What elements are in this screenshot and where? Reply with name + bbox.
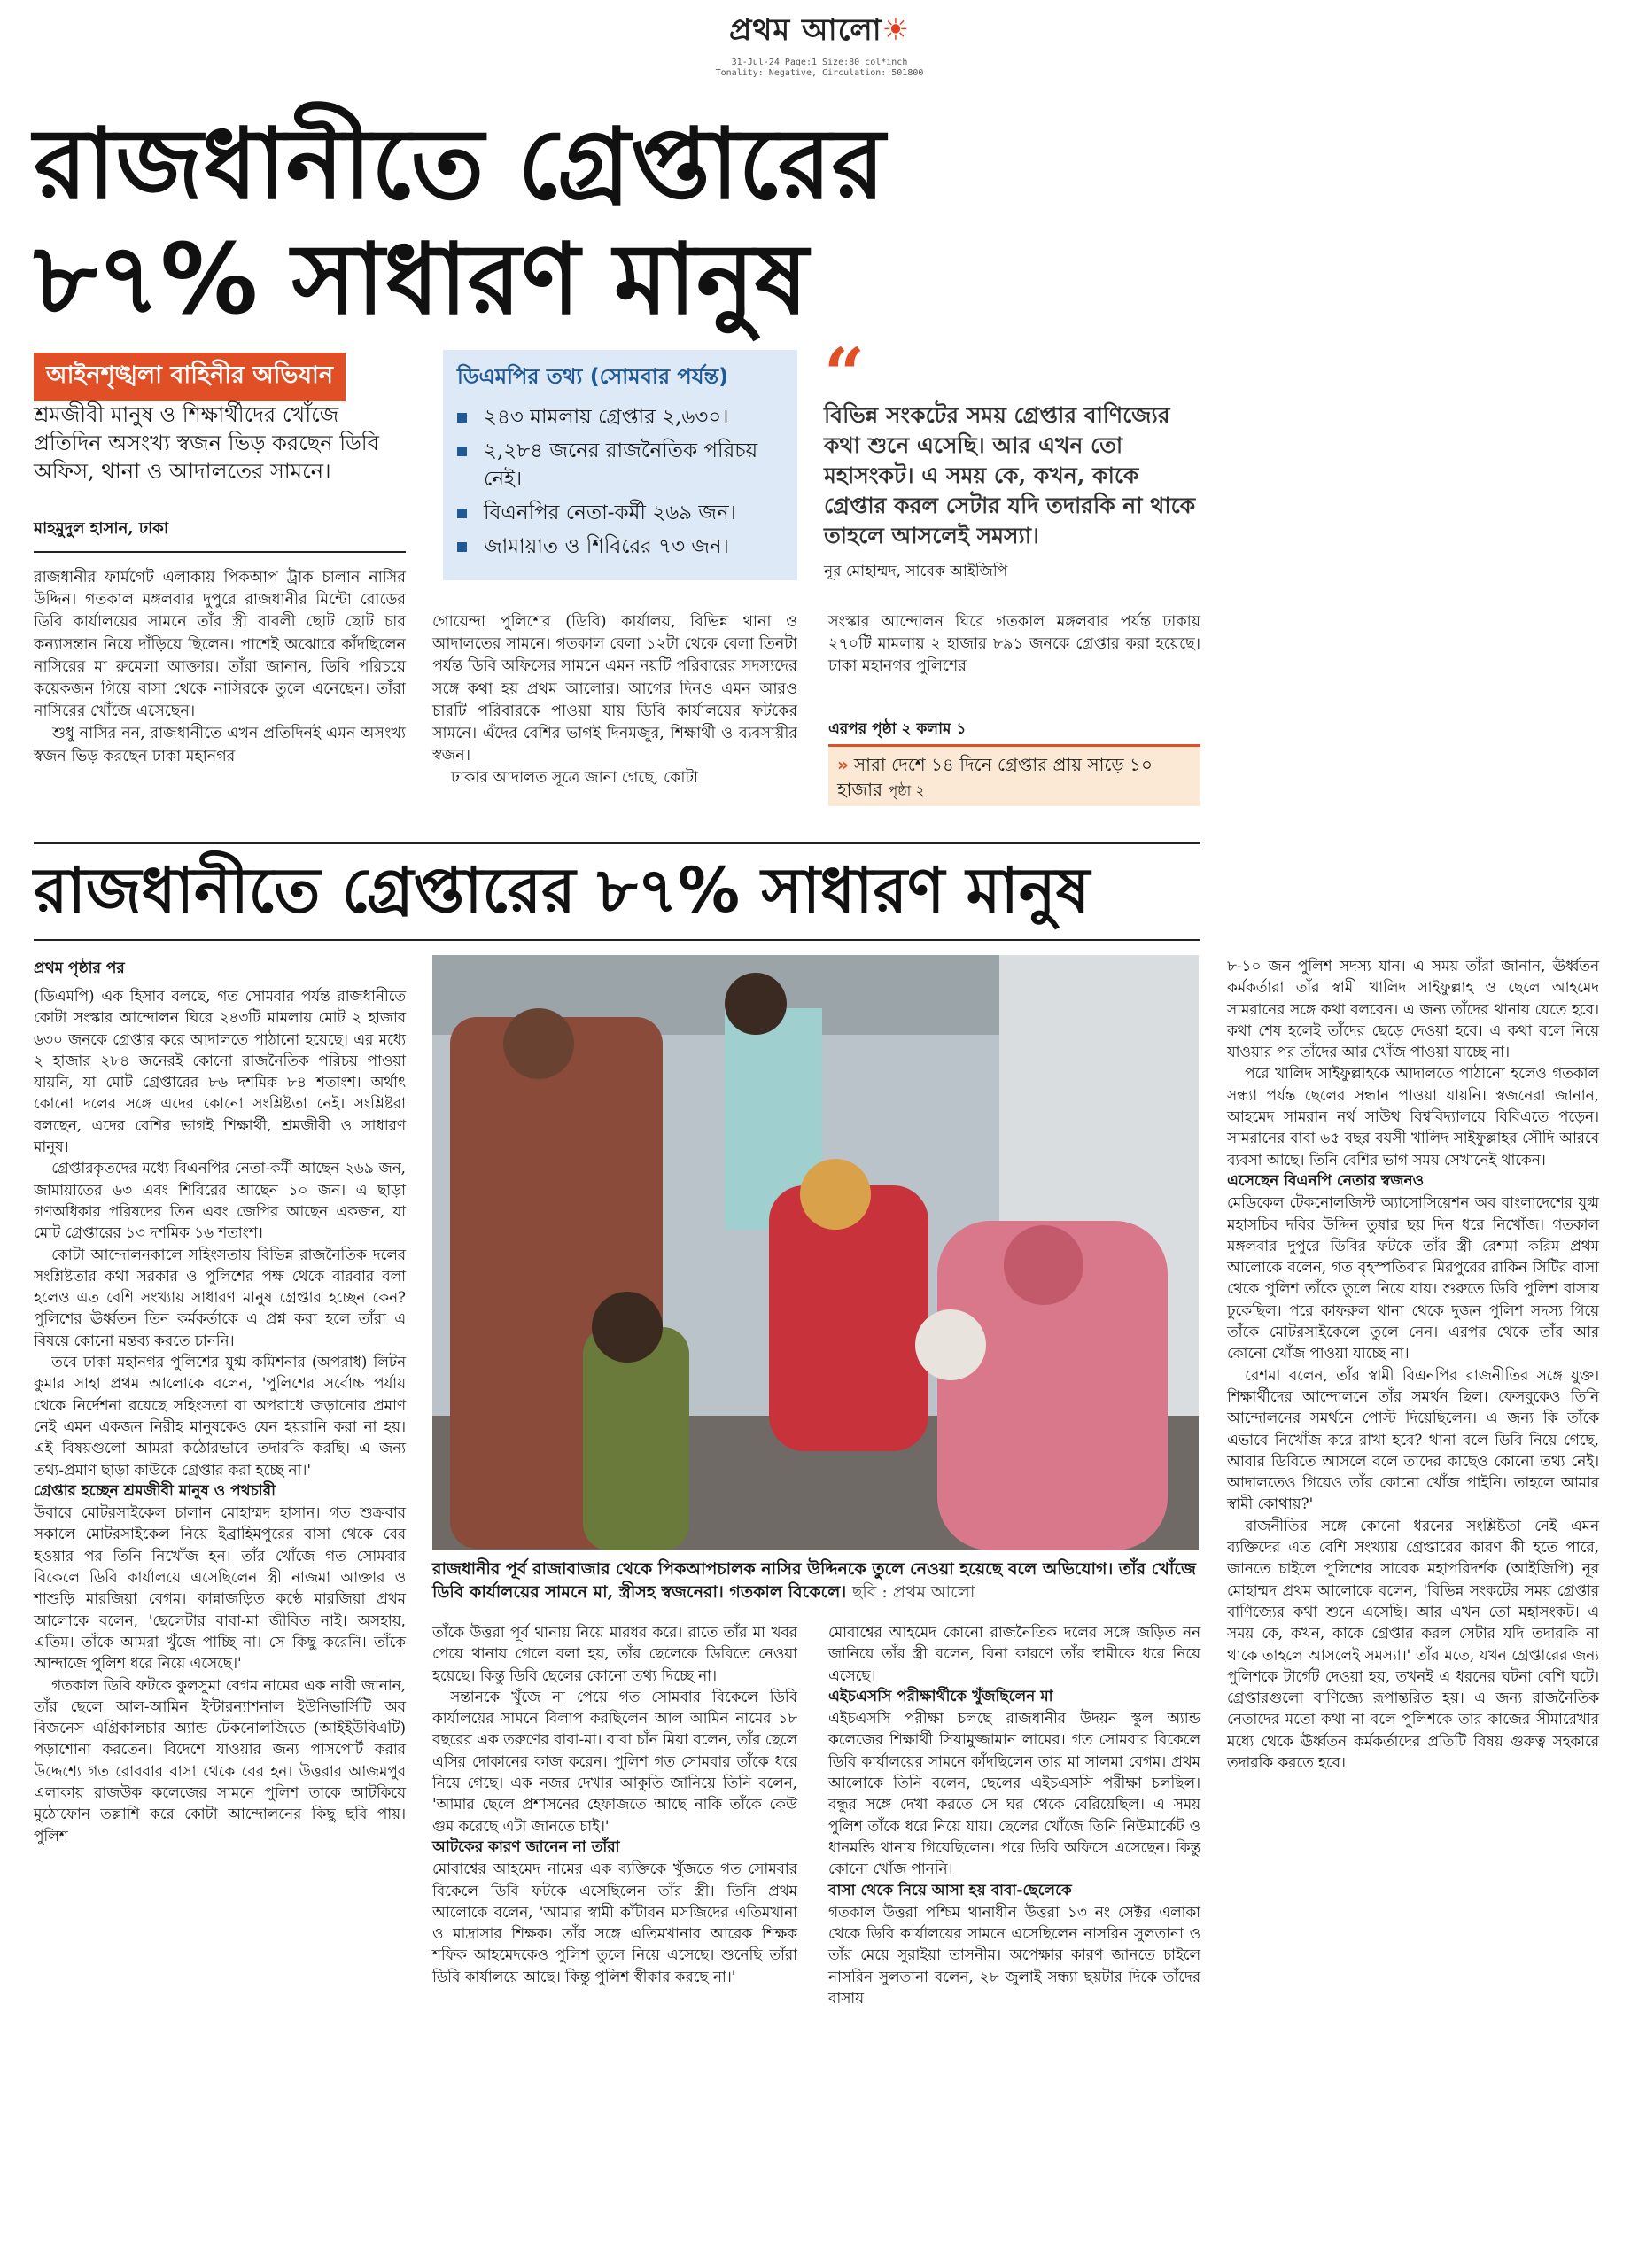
pull-quote-attribution: নূর মোহাম্মদ, সাবেক আইজিপি <box>824 563 1008 580</box>
square-bullet-icon <box>457 447 467 456</box>
fact-item: জামায়াত ও শিবিরের ৭৩ জন। <box>457 532 783 561</box>
kicker-label: আইনশৃঙ্খলা বাহিনীর অভিযান <box>34 353 346 401</box>
headline-line1: রাজধানীতে গ্রেপ্তারের <box>34 107 886 221</box>
inside-headline: রাজধানীতে গ্রেপ্তারের ৮৭% সাধারণ মানুষ <box>34 854 1091 927</box>
subhead: এসেছেন বিএনপি নেতার স্বজনও <box>1227 1171 1425 1190</box>
inside-column-1: (ডিএমপি) এক হিসাব বলছে, গত সোমবার পর্যন্ত রাজধানীতে কোটা সংস্কার আন্দোলন ঘিরে ২৪৩টি মামলায় মোট ২ হাজার ৬৩০ জনকে গ্রেপ্তার করে আদালতে পাঠানো হয়েছে। এর মধ্যে ২ হাজার ২৮৪ জনেরই কোনো রাজনৈতিক পরিচয় পাওয়া যায়নি, যা মোট গ্রেপ্তারের ৮৬ দশমিক ৮৪ শতাংশ। অর্থাৎ কোনো দলের সঙ্গে এদের কোনো সংশ্লিষ্টতা নেই। সংশ্লিষ্টরা বলছেন, এদের বেশির ভাগই শিক্ষার্থী, শ্রমজীবী ও সাধারণ মানুষ। গ্রেপ্তারকৃতদের মধ্যে বিএনপির নেতা-কর্মী আছেন ২৬৯ জন, জামায়াতের ৬৩ এবং শিবিরের আছেন ১০ জন। এ ছাড়া গণঅধিকার পরিষদের তিন এবং জেপির আছেন একজন, যা মোট গ্রেপ্তারের ১৩ দশমিক ১৬ শতাংশ। কোটা আন্দোলনকালে সহিংসতায় বিভিন্ন রাজনৈতিক দলের সংশ্লিষ্টতার কথা সরকার ও পুলিশের পক্ষ থেকে বারবার বলা হলেও এত বেশি সংখ্যায় সাধারণ মানুষ গ্রেপ্তার হচ্ছেন কেন? পুলিশের ঊর্ধ্বতন তিন কর্মকর্তাকে এ প্রশ্ন করা হলে তাঁরা এ বিষয়ে কোনো মন্তব্য করতে চাননি। তবে ঢাকা মহানগর পুলিশের যুগ্ম কমিশনার (অপরাধ) লিটন কুমার সাহা প্রথম আলোকে বলেন, 'পুলিশের সর্বোচ্চ পর্যায় থেকে নির্দেশনা রয়েছে সহিংসতা বা অপরাধে জড়ানোর প্রমাণ নেই এমন একজন নিরীহ মানুষকেও যেন হয়রানি করা না হয়। এই বিষয়গুলো আমরা কঠোরভাবে তদারকি করছি। এ জন্য তথ্য-প্রমাণ ছাড়া কাউকে গ্রেপ্তার করা হচ্ছে না।' গ্রেপ্তার হচ্ছেন শ্রমজীবী মানুষ ও পথচারী উবারে মোটরসাইকেল চালান মোহাম্মদ হাসান। গত শুক্রবার সকালে মোটরসাইকেল নিয়ে ইব্রাহিমপুরের বাসা থেকে বের হওয়ার পর তিনি নিখোঁজ হন। তাঁর খোঁজে গত সোমবার বিকেলে ডিবি কার্যালয়ে এসেছিলেন স্ত্রী নাজমা আক্তার ও শাশুড়ি মারজিয়া বেগম। কান্নাজড়িত কণ্ঠে মারজিয়া প্রথম আলোকে বলেন, 'ছেলেটার বাবা-মা জীবিত নাই। অসহায়, এতিম। তাঁকে আমরা খুঁজে পাচ্ছি না। সে কিছু করেনি। তাঁকে আন্দাজে পুলিশ ধরে নিয়ে এসেছে।' গতকাল ডিবি ফটকে কুলসুমা বেগম নামের এক নারী জানান, তাঁর ছেলে আল-আমিন ইন্টারন্যাশনাল ইউনিভার্সিটি অব বিজনেস এগ্রিকালচার অ্যান্ড টেকনোলজিতে (আইইউবিএটি) পড়াশোনা করতেন। বিদেশে যাওয়ার জন্য পাসপোর্ট করার উদ্দেশ্যে গত রোববার বাসা থেকে বের হন। উত্তরার আজমপুর এলাকায় রাজউক কলেজের সামনে পুলিশ তাকে আটকিয়ে মুঠোফোন তল্লাশি করে কোটা আন্দোলনের কিছু ছবি পায়। পুলিশ <box>34 987 406 1845</box>
news-photo <box>432 955 1199 1550</box>
fact-box-title: ডিএমপির তথ্য (সোমবার পর্যন্ত) <box>457 364 729 389</box>
fact-item: বিএনপির নেতা-কর্মী ২৬৯ জন। <box>457 499 783 527</box>
photo-caption: রাজধানীর পূর্ব রাজাবাজার থেকে পিকআপচালক নাসির উদ্দিনকে তুলে নেওয়া হয়েছে বলে অভিযোগ। তাঁর খোঁজে ডিবি কার্যালয়ের সামনে মা, স্ত্রীসহ স্বজনেরা। গতকাল বিকেলে। ছবি : প্রথম আলো <box>432 1559 1197 1602</box>
fact-item: ২৪৩ মামলায় গ্রেপ্তার ২,৬৩০। <box>457 403 783 431</box>
double-chevron-icon: » <box>837 754 849 775</box>
section-divider <box>34 842 1200 844</box>
sun-icon: ☀ <box>882 12 911 48</box>
quote-mark-icon: “ <box>824 332 866 416</box>
photo-illustration <box>432 955 1199 1550</box>
front-column-1: রাজধানীর ফার্মগেট এলাকায় পিকআপ ট্রাক চালান নাসির উদ্দিন। গতকাল মঙ্গলবার দুপুরে রাজধানীর মিন্টো রোডের ডিবি কার্যালয়ের সামনে তাঁর স্ত্রী বাবলী ছোট ছোট চার কন্যাসন্তান নিয়ে দাঁড়িয়ে ছিলেন। পাশেই অঝোরে কাঁদছিলেন নাসিরের মা রুমেলা আক্তার। তাঁরা জানান, ডিবি পরিচয়ে কয়েকজন গিয়ে বাসা থেকে নাসিরকে তুলে এনেছেন। তাঁরা নাসিরের খোঁজে এসেছেন। শুধু নাসির নন, রাজধানীতে এখন প্রতিদিনই এমন অসংখ্য স্বজন ভিড় করছেন ঢাকা মহানগর <box>34 569 406 765</box>
deck-text: শ্রমজীবী মানুষ ও শিক্ষার্থীদের খোঁজে প্রতিদিন অসংখ্য স্বজন ভিড় করছেন ডিবি অফিস, থানা ও আদালতের সামনে। <box>34 402 379 484</box>
pull-quote <box>824 332 1196 585</box>
clipping-meta-line2: Tonality: Negative, Circulation: 501800 <box>715 68 924 78</box>
subhead: বাসা থেকে নিয়ে আসা হয় বাবা-ছেলেকে <box>828 1881 1072 1899</box>
fact-box <box>443 350 797 580</box>
newspaper-logo: প্রথম আলো☀ <box>728 12 911 48</box>
front-column-3: সংস্কার আন্দোলন ঘিরে গতকাল মঙ্গলবার পর্যন্ত ঢাকায় ২৭০টি মামলায় ২ হাজার ৮৯১ জনকে গ্রেপ্তার করা হয়েছে। ঢাকা মহানগর পুলিশের <box>828 613 1200 676</box>
subhead: আটকের কারণ জানেন না তাঁরা <box>432 1837 620 1856</box>
subhead: গ্রেপ্তার হচ্ছেন শ্রমজীবী মানুষ ও পথচারী <box>34 1481 276 1500</box>
fact-item: ২,২৮৪ জনের রাজনৈতিক পরিচয় নেই। <box>457 437 783 493</box>
pull-quote-text: বিভিন্ন সংকটের সময় গ্রেপ্তার বাণিজ্যের কথা শুনে এসেছি। আর এখন তো মহাসংকট। এ সময় কে, কখন, কাকে গ্রেপ্তার করল সেটার যদি তদারকি না থাকে তাহলে আসলেই সমস্যা। <box>824 402 1196 548</box>
front-column-2: গোয়েন্দা পুলিশের (ডিবি) কার্যালয়, বিভিন্ন থানা ও আদালতের সামনে। গতকাল বেলা ১২টা থেকে বেলা তিনটা পর্যন্ত ডিবি অফিসের সামনে এমন নয়টি পরিবারের সদস্যদের সঙ্গে কথা হয় প্রথম আলোর। আগের দিনও এমন আরও চারটি পরিবারকে পাওয়া যায় ডিবি কার্যালয়ের ফটকের সামনে। এঁদের বেশির ভাগই দিনমজুর, শিক্ষার্থী ও ব্যবসায়ীর স্বজন। ঢাকার আদালত সূত্রে জানা গেছে, কোটা <box>432 613 797 788</box>
byline: মাহমুদুল হাসান, ঢাকা <box>34 519 169 538</box>
photo-credit: ছবি : প্রথম আলো <box>851 1582 975 1602</box>
continued-reference: এরপর পৃষ্ঠা ২ কলাম ১ <box>828 720 967 738</box>
square-bullet-icon <box>457 413 467 423</box>
square-bullet-icon <box>457 542 467 552</box>
headline-line2: ৮৭% সাধারণ মানুষ <box>34 222 809 336</box>
fact-list <box>457 403 783 561</box>
inside-column-3: মোবাশ্বের আহমেদ কোনো রাজনৈতিক দলের সঙ্গে জড়িত নন জানিয়ে তাঁর স্ত্রী বলেন, বিনা কারণে তাঁর স্বামীকে ধরে নিয়ে এসেছে। এইচএসসি পরীক্ষার্থীকে খুঁজছিলেন মা এইচএসসি পরীক্ষা চলছে রাজধানীর উদয়ন স্কুল অ্যান্ড কলেজের শিক্ষার্থী সিয়ামুজ্জামান লামের। গত সোমবার বিকেলে ডিবি কার্যালয়ের সামনে কাঁদছিলেন তার মা সালমা বেগম। প্রথম আলোকে তিনি বলেন, ছেলের এইচএসসি পরীক্ষা চলছিল। বন্ধুর সঙ্গে দেখা করতে সে ঘর থেকে বেরিয়েছিল। এ সময় পুলিশ তাঁকে ধরে নিয়ে যায়। ছেলের খোঁজে তিনি নিউমার্কেট ও ধানমন্ডি থানায় গিয়েছিলেন। পরে ডিবি অফিসে এসেছেন। কিন্তু কোনো খোঁজ পাননি। বাসা থেকে নিয়ে আসা হয় বাবা-ছেলেকে গতকাল উত্তরা পশ্চিম থানাধীন উত্তরা ১৩ নং সেক্টর এলাকা থেকে ডিবি কার্যালয়ের সামনে এসেছিলেন নাসরিন সুলতানা ও তাঁর মেয়ে সুরাইয়া তাসনীম। অপেক্ষার কারণ জানতে চাইলে নাসরিন সুলতানা বলেন, ২৮ জুলাই সন্ধ্যা ছয়টার দিকে তাঁদের বাসায় <box>828 1623 1200 2008</box>
subhead: এইচএসসি পরীক্ষার্থীকে খুঁজছিলেন মা <box>828 1687 1053 1705</box>
inside-column-4: ৮-১০ জন পুলিশ সদস্য যান। এ সময় তাঁরা জানান, ঊর্ধ্বতন কর্মকর্তারা তাঁর স্বামী খালিদ সাইফুল্লাহ ও ছেলে আহমেদ সামরানের সঙ্গে কথা বলবেন। এ জন্য তাঁদের থানায় যেতে হবে। কথা শেষ হলেই তাঁদের ছেড়ে দেওয়া হবে। এ কথা বলে নিয়ে যাওয়ার পর তাঁদের আর খোঁজ পাওয়া যাচ্ছে না। পরে খালিদ সাইফুল্লাহকে আদালতে পাঠানো হলেও গতকাল সন্ধ্যা পর্যন্ত ছেলের সন্ধান পাওয়া যায়নি। স্বজনেরা জানান, আহমেদ সামরান নর্থ সাউথ বিশ্ববিদ্যালয়ে বিবিএতে পড়েন। সামরানের বাবা ৬৫ বছর বয়সী খালিদ সাইফুল্লাহর সৌদি আরবে ব্যবসা আছে। তিনি বেশির ভাগ সময় সেখানেই থাকেন। এসেছেন বিএনপি নেতার স্বজনও মেডিকেল টেকনোলজিস্ট অ্যাসোসিয়েশন অব বাংলাদেশের যুগ্ম মহাসচিব দবির উদ্দিন তুষার ছয় দিন ধরে নিখোঁজ। গতকাল মঙ্গলবার দুপুরে ডিবির ফটকে তাঁর স্ত্রী রেশমা করিম প্রথম আলোকে বলেন, গত বৃহস্পতিবার মিরপুরের রাকিন সিটির বাসা থেকে পুলিশ তাঁকে তুলে নিয়ে যায়। শুরুতে ডিবি পুলিশ বাসায় ঢুকেছিল। পরে কাফরুল থানা থেকে দুজন পুলিশ সদস্য গিয়ে তাঁকে মোটরসাইকেলে তুলে নেন। এরপর থেকে তাঁর আর কোনো খোঁজ পাওয়া যাচ্ছে না। রেশমা বলেন, তাঁর স্বামী বিএনপির রাজনীতির সঙ্গে যুক্ত। শিক্ষার্থীদের আন্দোলনে তাঁর সমর্থন ছিল। ফেসবুকেও তিনি আন্দোলনের সমর্থনে পোস্ট দিয়েছিলেন। এ জন্য কি তাঁকে এভাবে নিখোঁজ করে রাখা হবে? থানা বলে ডিবি নিয়ে গেছে, আবার ডিবিতে আসলে বলে তাদের কাছেও কোনো তথ্য নেই। আদালতেও গিয়েও তাঁর কোনো খোঁজ পাইনি। তাহলে আমার স্বামী কোথায়?' রাজনীতির সঙ্গে কোনো ধরনের সংশ্লিষ্টতা নেই এমন ব্যক্তিদের এত বেশি সংখ্যায় গ্রেপ্তারের কারণ কী হতে পারে, জানতে চাইলে পুলিশের সাবেক মহাপরিদর্শক (আইজিপি) নূর মোহাম্মদ প্রথম আলোকে বলেন, 'বিভিন্ন সংকটের সময় গ্রেপ্তার বাণিজ্যের কথা শুনে এসেছি। আর এখন তো মহাসংকট। এ সময় কে, কখন, কাকে গ্রেপ্তার করল সেটার যদি তদারকি না থাকে তাহলে আসলেই সমস্যা।' তাঁর মতে, যখন গ্রেপ্তারের জন্য পুলিশকে টার্গেট দেওয়া হয়, তখনই এ ধরনের ঘটনা বেশি ঘটে। গ্রেপ্তারগুলো বাণিজ্যে রূপান্তরিত হয়। এ জন্য রাজনৈতিক নেতাদের মতো কথা না বলে পুলিশকে তার কাজের সীমারেখার মধ্যে থেকে ঊর্ধ্বতন কর্মকর্তাদের প্রতিটি বিষয় গুরুত্ব সহকারে তদারকি করতে হবে। <box>1227 957 1599 1771</box>
byline-rule <box>34 551 406 553</box>
teaser-box[interactable]: » সারা দেশে ১৪ দিনে গ্রেপ্তার প্রায় সাড়ে ১০ হাজার পৃষ্ঠা ২ <box>828 744 1200 806</box>
inside-column-2: তাঁকে উত্তরা পূর্ব থানায় নিয়ে মারধর করে। রাতে তাঁর মা খবর পেয়ে থানায় গেলে বলা হয়, তাঁর ছেলেকে ডিবিতে নেওয়া হয়েছে। কিন্তু ডিবি ছেলের কোনো তথ্য দিচ্ছে না। সন্তানকে খুঁজে না পেয়ে গত সোমবার বিকেলে ডিবি কার্যালয়ের সামনে বিলাপ করছিলেন আল আমিন নামের ১৮ বছরের এক তরুণের বাবা-মা। বাবা চাঁন মিয়া বলেন, তাঁর ছেলে এসির দোকানের কাজ করেন। পুলিশ গত সোমবার তাঁকে ধরে নিয়ে গেছে। এক নজর দেখার আকুতি জানিয়ে তিনি বলেন, 'আমার ছেলে প্রশাসনের হেফাজতে আছে নাকি তাঁকে কেউ গুম করেছে এটা জানতে চাই।' আটকের কারণ জানেন না তাঁরা মোবাশ্বের আহমেদ নামের এক ব্যক্তিকে খুঁজতে গত সোমবার বিকেলে ডিবি ফটকে এসেছিলেন তাঁর স্ত্রী। তিনি প্রথম আলোকে বলেন, 'আমার স্বামী কাঁটাবন মসজিদের এতিমখানা ও মাদ্রাসার শিক্ষক। তাঁর সঙ্গে এতিমখানার আরেক শিক্ষক শফিক আহমেদকেও পুলিশ তুলে নিয়ে এসেছে। শুনেছি তাঁরা ডিবি কার্যালয়ে আছে। কিন্তু পুলিশ স্বীকার করছে না।' <box>432 1623 797 1985</box>
masthead <box>700 7 939 79</box>
from-page-label: প্রথম পৃষ্ঠার পর <box>34 959 125 977</box>
square-bullet-icon <box>457 509 467 518</box>
inside-headline-rule <box>34 939 1200 941</box>
clipping-meta-line1: 31-Jul-24 Page:1 Size:80 col*inch <box>731 58 908 67</box>
